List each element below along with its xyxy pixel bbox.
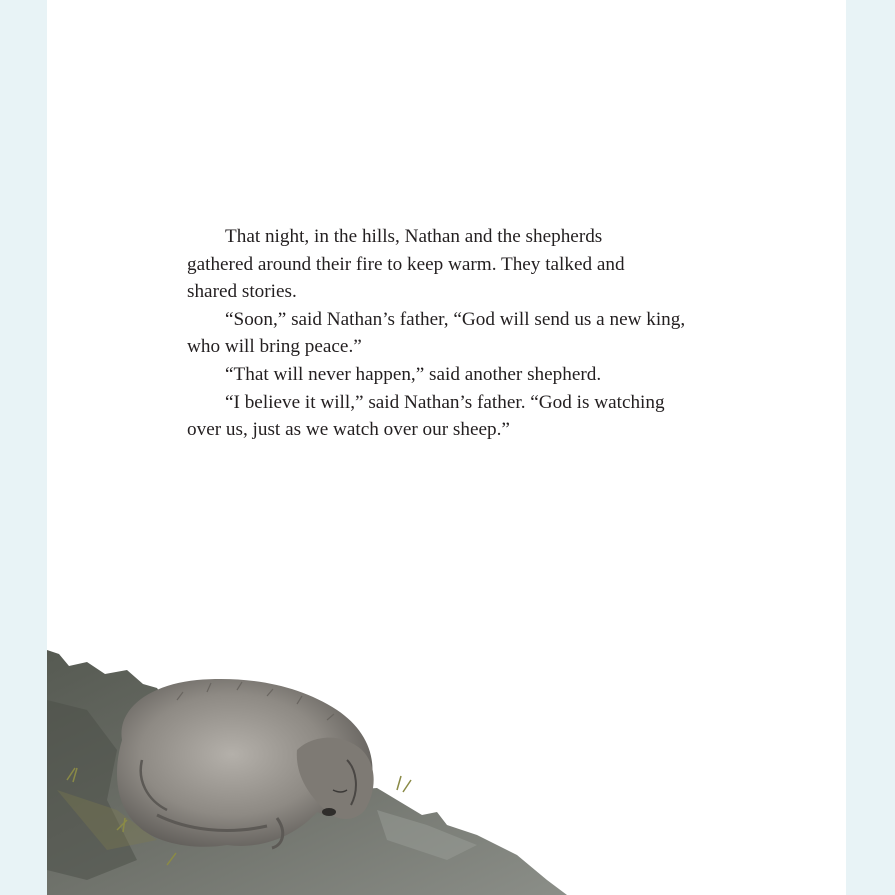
story-paragraph-1	[187, 223, 706, 306]
story-paragraph-3	[206, 361, 706, 389]
story-text	[187, 223, 706, 444]
story-line: who will bring peace.”	[187, 336, 362, 358]
story-line: “That will never happen,” said another shepherd.	[225, 363, 602, 385]
book-page	[47, 0, 846, 895]
story-paragraph-4	[187, 389, 706, 444]
story-line: shared stories.	[187, 281, 297, 303]
story-paragraph-2	[187, 306, 706, 361]
story-line: “Soon,” said Nathan’s father, “God will send us a new king,	[225, 308, 686, 330]
story-line: “I believe it will,” said Nathan’s father. “God is watching	[225, 391, 665, 413]
story-line: over us, just as we watch over our sheep.”	[187, 419, 510, 441]
story-line: gathered around their fire to keep warm. They talked and	[187, 253, 625, 275]
sleeping-dog-illustration	[47, 640, 567, 895]
story-line: That night, in the hills, Nathan and the shepherds	[225, 226, 603, 247]
